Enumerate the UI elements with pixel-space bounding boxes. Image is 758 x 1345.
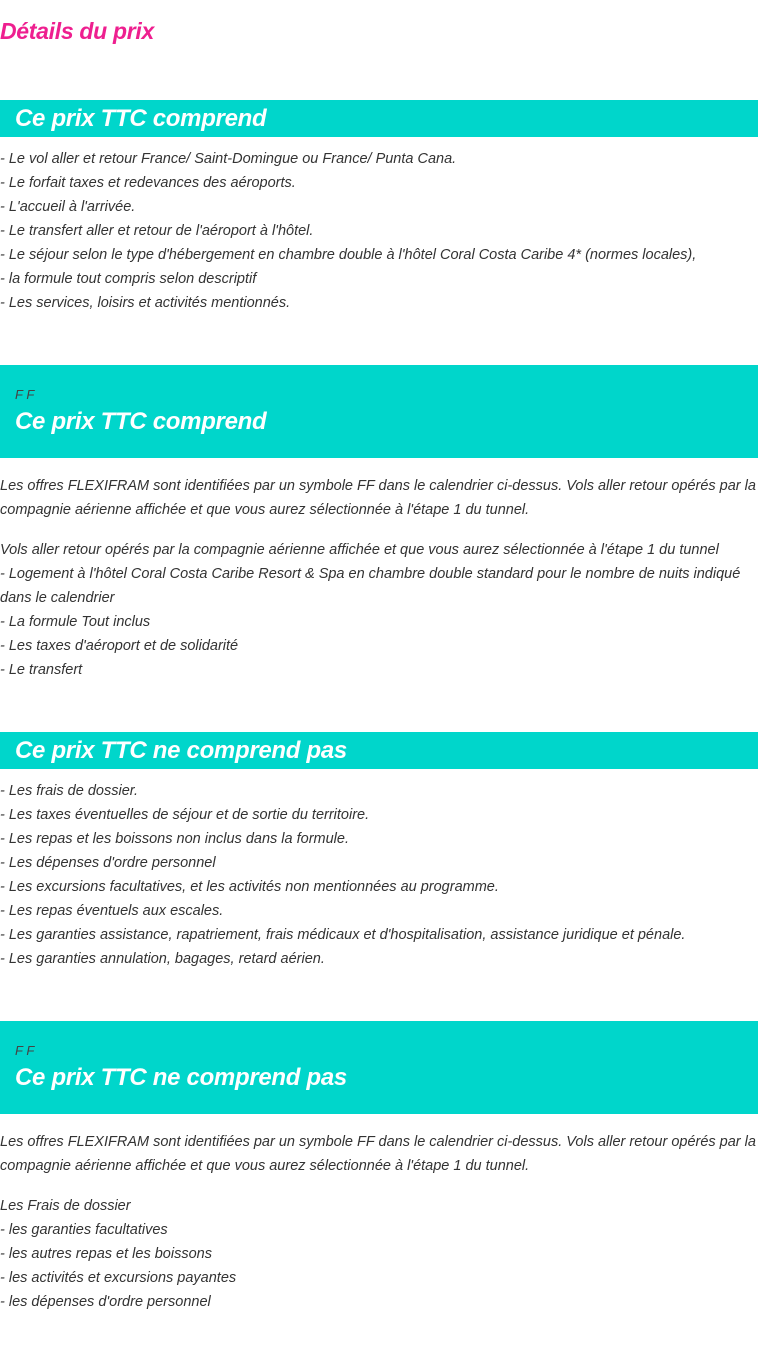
list-item: - L'accueil à l'arrivée. (0, 199, 136, 215)
flexifram-intro: Les offres FLEXIFRAM sont identifiées par un symbole FF dans le calendrier ci-dessus. Vols aller retour opérés par la compagnie aérienne affichée et que vous aurez sélectionnée à l'étape 1 du tunnel. (0, 1134, 756, 1174)
page-title: Détails du prix (0, 18, 154, 44)
flexifram-badge: F F (15, 387, 35, 402)
list-item: - La formule Tout inclus (0, 614, 151, 630)
section-header-bar (0, 1021, 758, 1114)
section-not-included-flexifram (0, 1021, 758, 1314)
list-item: - les garanties facultatives (0, 1222, 168, 1238)
not-included-list (0, 769, 758, 971)
flexifram-badge: F F (15, 1043, 35, 1058)
list-item: - Le séjour selon le type d'hébergement en chambre double à l'hôtel Coral Costa Caribe 4* (normes locales), (0, 247, 697, 263)
section-not-included (0, 732, 758, 971)
list-item: - Logement à l'hôtel Coral Costa Caribe Resort & Spa en chambre double standard pour le nombre de nuits indiqué dans le calendrier (0, 566, 741, 606)
flexifram-intro: Les offres FLEXIFRAM sont identifiées par un symbole FF dans le calendrier ci-dessus. Vols aller retour opérés par la compagnie aérienne affichée et que vous aurez sélectionnée à l'étape 1 du tunnel. (0, 478, 756, 518)
list-item: - Les repas éventuels aux escales. (0, 903, 224, 919)
section-included-flexifram (0, 365, 758, 682)
list-item: - Le transfert (0, 662, 83, 678)
list-item: - Le vol aller et retour France/ Saint-Domingue ou France/ Punta Cana. (0, 151, 457, 167)
list-item: - la formule tout compris selon descriptif (0, 271, 257, 287)
list-item: - les autres repas et les boissons (0, 1246, 212, 1262)
list-item: - Les garanties annulation, bagages, retard aérien. (0, 951, 325, 967)
list-item: - Le transfert aller et retour de l'aéroport à l'hôtel. (0, 223, 314, 239)
section-heading: Ce prix TTC ne comprend pas (15, 737, 347, 764)
list-item: - Les garanties assistance, rapatriement, frais médicaux et d'hospitalisation, assistance juridique et pénale. (0, 927, 686, 943)
list-item: - Les repas et les boissons non inclus dans la formule. (0, 831, 349, 847)
section-included (0, 100, 758, 315)
list-item: - Les frais de dossier. (0, 783, 139, 799)
list-item: - Le forfait taxes et redevances des aéroports. (0, 175, 296, 191)
section-header-bar (0, 732, 758, 769)
list-item: - Les taxes d'aéroport et de solidarité (0, 638, 239, 654)
included-list (0, 137, 758, 315)
list-item: - Les excursions facultatives, et les activités non mentionnées au programme. (0, 879, 499, 895)
list-item: Vols aller retour opérés par la compagnie aérienne affichée et que vous aurez sélectionnée à l'étape 1 du tunnel (0, 542, 719, 558)
not-included-flexifram-list (0, 1178, 758, 1314)
section-heading: Ce prix TTC ne comprend pas (15, 1064, 347, 1091)
included-flexifram-list (0, 522, 758, 682)
list-item: - Les dépenses d'ordre personnel (0, 855, 216, 871)
section-header-bar (0, 365, 758, 458)
section-header-bar (0, 100, 758, 137)
list-item: Les Frais de dossier (0, 1198, 131, 1214)
list-item: - Les services, loisirs et activités mentionnés. (0, 295, 291, 311)
list-item: - les dépenses d'ordre personnel (0, 1294, 211, 1310)
list-item: - Les taxes éventuelles de séjour et de sortie du territoire. (0, 807, 370, 823)
list-item: - les activités et excursions payantes (0, 1270, 237, 1286)
section-heading: Ce prix TTC comprend (15, 408, 267, 435)
section-heading: Ce prix TTC comprend (15, 105, 267, 132)
